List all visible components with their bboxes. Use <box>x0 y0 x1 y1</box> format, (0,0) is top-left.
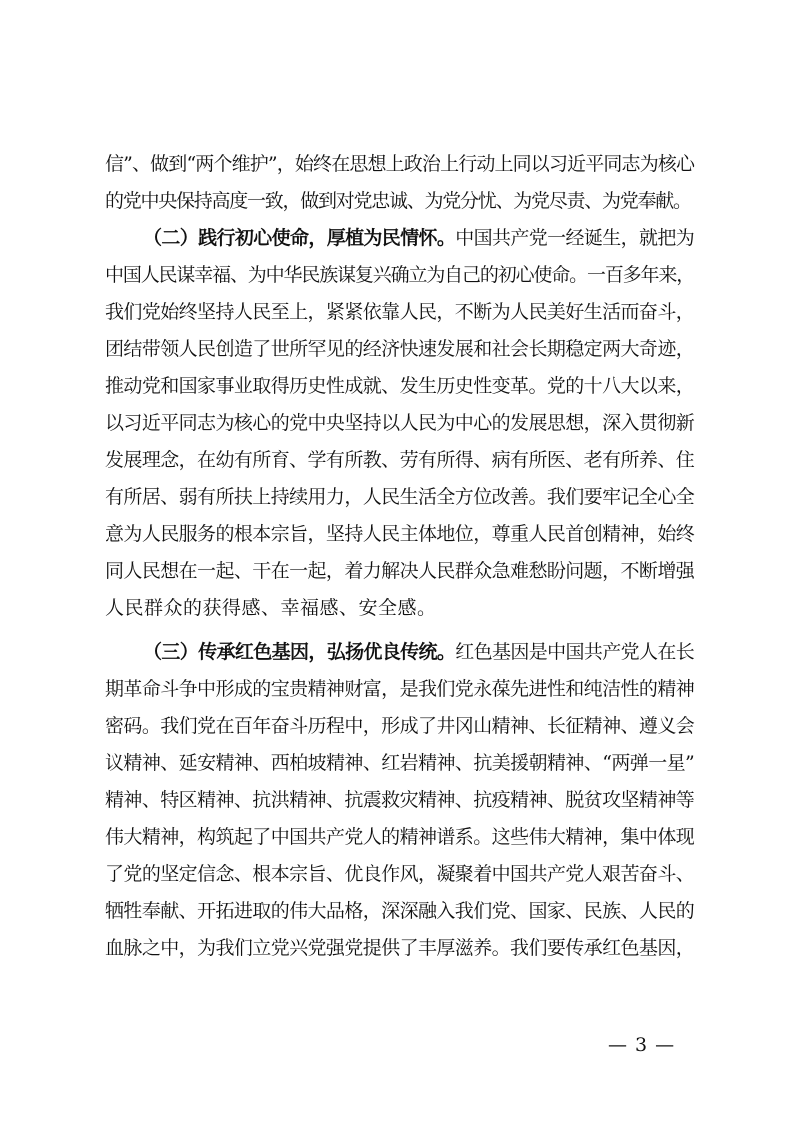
text-line: 推动党和国家事业取得历史性成就、发生历史性变革。党的十八大以来， <box>105 375 694 397</box>
text-line: 人民群众的获得感、幸福感、安全感。 <box>105 597 437 619</box>
text-line: 密码。我们党在百年奋斗历程中，形成了井冈山精神、长征精神、遵义会 <box>105 715 694 737</box>
text-line: 意为人民服务的根本宗旨，坚持人民主体地位，尊重人民首创精神，始终 <box>105 523 694 545</box>
paragraph-first-line <box>105 220 694 257</box>
text-line: 血脉之中，为我们立党兴党强党提供了丰厚滋养。我们要传承红色基因， <box>105 937 694 959</box>
text-line: 了党的坚定信念、根本宗旨、优良作风，凝聚着中国共产党人艰苦奋斗、 <box>105 863 694 885</box>
text-line: 的党中央保持高度一致，做到对党忠诚、为党分忧、为党尽责、为党奉献。 <box>105 190 691 212</box>
text-line: 以习近平同志为核心的党中央坚持以人民为中心的发展思想，深入贯彻新 <box>105 412 694 434</box>
text-line: 伟大精神，构筑起了中国共产党人的精神谱系。这些伟大精神，集中体现 <box>105 826 694 848</box>
text-line: 团结带领人民创造了世所罕见的经济快速发展和社会长期稳定两大奇迹， <box>105 338 694 360</box>
page-number: — 3 — <box>608 1034 676 1056</box>
text-line: 期革命斗争中形成的宝贵精神财富，是我们党永葆先进性和纯洁性的精神 <box>105 678 694 700</box>
text-line: 信”、做到“两个维护”，始终在思想上政治上行动上同以习近平同志为核心 <box>105 153 694 175</box>
text-line: 我们党始终坚持人民至上，紧紧依靠人民，不断为人民美好生活而奋斗， <box>105 301 694 323</box>
text-line: 中国人民谋幸福、为中华民族谋复兴确立为自己的初心使命。一百多年来， <box>105 264 694 286</box>
text-line: 有所居、弱有所扶上持续用力，人民生活全方位改善。我们要牢记全心全 <box>105 486 694 508</box>
text-span: 红色基因是中国共产党人在长 <box>455 641 694 663</box>
text-line: 精神、特区精神、抗洪精神、抗震救灾精神、抗疫精神、脱贫攻坚精神等 <box>105 789 694 811</box>
text-span: 中国共产党一经诞生，就把为 <box>455 227 694 249</box>
text-line: 发展理念，在幼有所育、学有所教、劳有所得、病有所医、老有所养、住 <box>105 449 694 471</box>
text-line: 议精神、延安精神、西柏坡精神、红岩精神、抗美援朝精神、“两弹一星” <box>105 752 694 774</box>
section-heading: （二）践行初心使命，厚植为民情怀。 <box>143 227 456 249</box>
section-heading: （三）传承红色基因，弘扬优良传统。 <box>143 641 456 663</box>
paragraph-first-line <box>105 634 694 671</box>
body-text <box>105 146 694 967</box>
text-line: 牺牲奉献、开拓进取的伟大品格，深深融入我们党、国家、民族、人民的 <box>105 900 694 922</box>
paragraph-gap <box>105 627 694 634</box>
text-line: 同人民想在一起、干在一起，着力解决人民群众急难愁盼问题，不断增强 <box>105 560 694 582</box>
